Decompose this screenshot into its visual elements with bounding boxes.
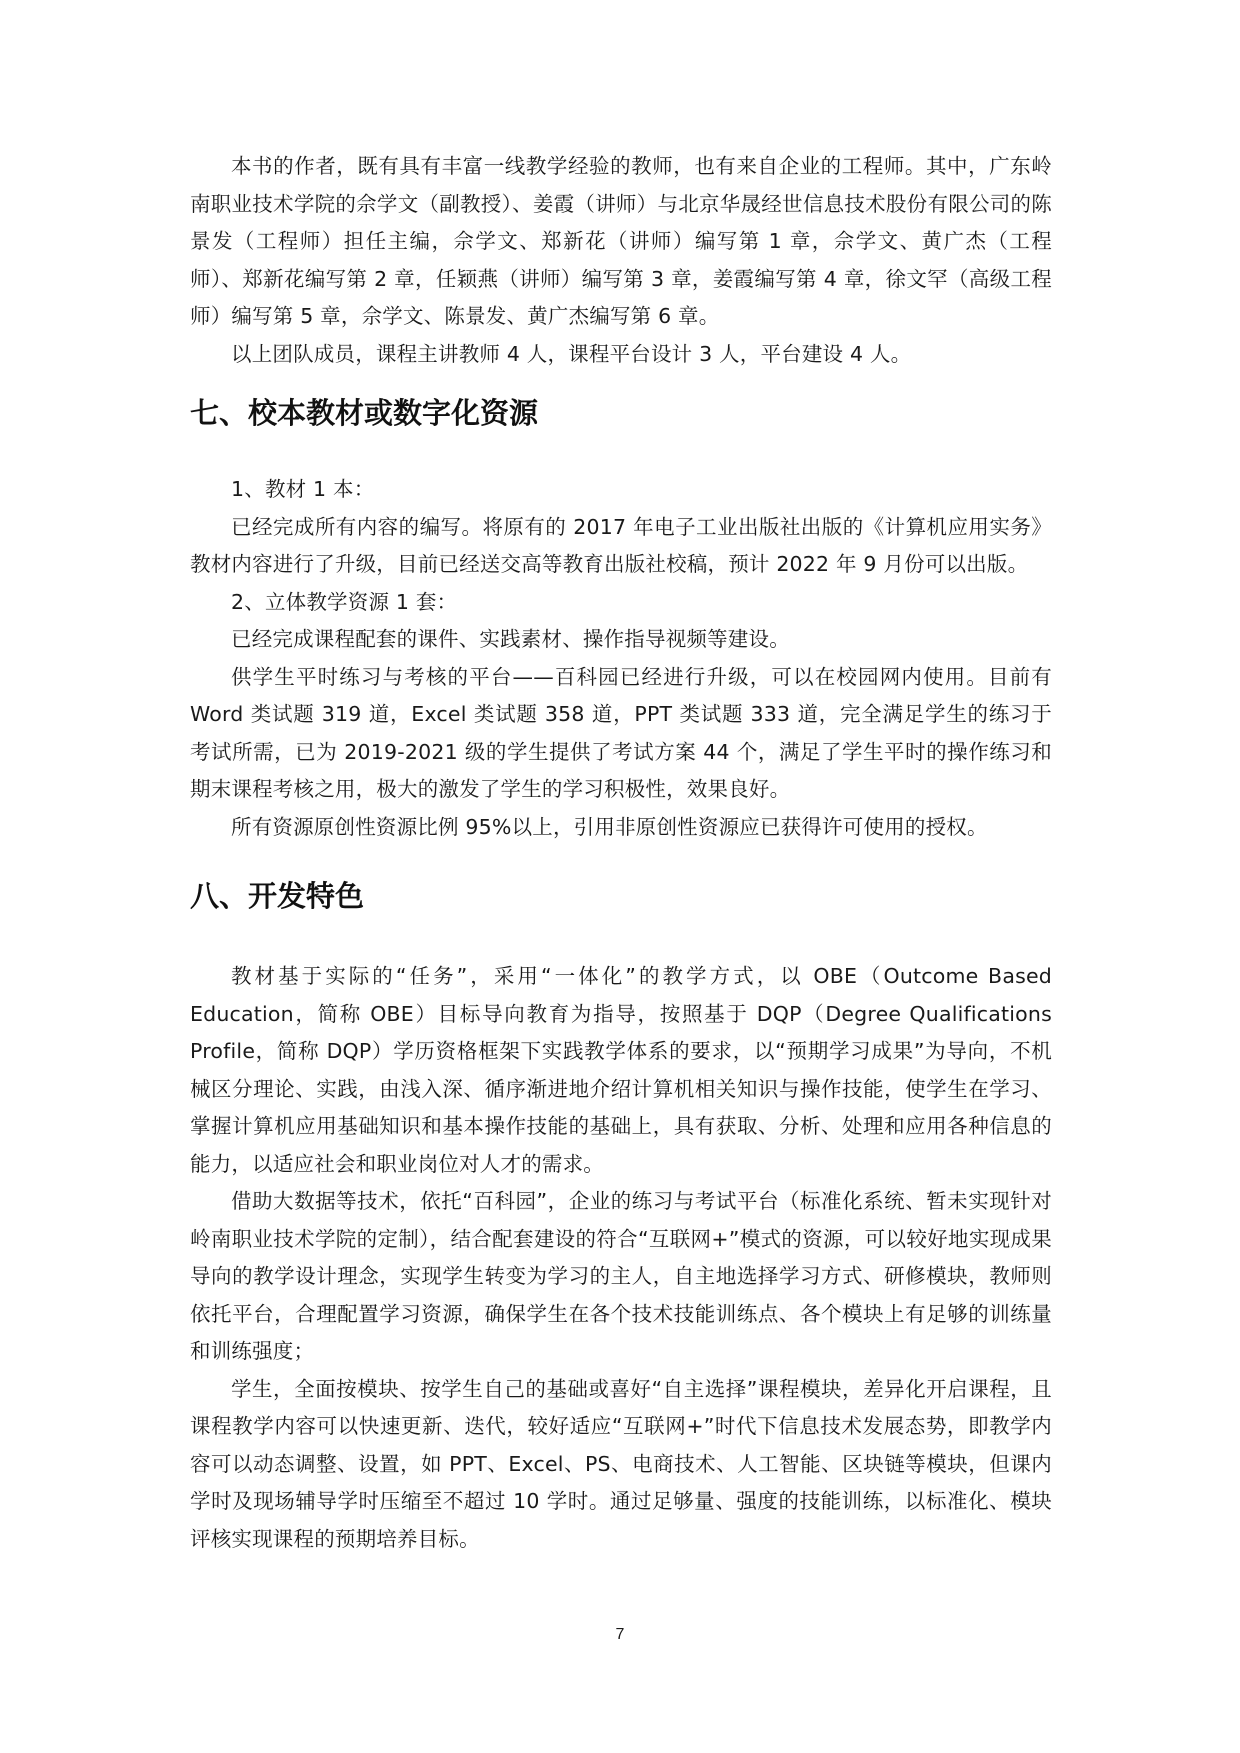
section-7-paragraph-textbook-status: 已经完成所有内容的编写。将原有的 2017 年电子工业出版社出版的《计算机应用实务》教材内容进行了升级，目前已经送交高等教育出版社校稿，预计 2022 年 9 月份可以出版。 [190,514,1052,576]
authors-paragraph-2: 以上团队成员，课程主讲教师 4 人，课程平台设计 3 人，平台建设 4 人。 [231,341,912,366]
section-8-paragraph-1: 教材基于实际的“任务”，采用“一体化”的教学方式，以 OBE（Outcome Based Education，简称 OBE）目标导向教育为指导，按照基于 DQP（Degree Qualifications Profile，简称 DQP）学历资格框架下实践教学体系的要求，以“预期学习成果”为导向，不机械区分理论、实践，由浅入深、循序渐进地介绍计算机相关知识与操作技能，使学生在学习、掌握计算机应用基础知识和基本操作技能的基础上，具有获取、分析、处理和应用各种信息的能力，以适应社会和职业岗位对人才的需求。 [190,964,1052,1176]
section-8-paragraph-2: 借助大数据等技术，依托“百科园”，企业的练习与考试平台（标准化系统、暂未实现针对岭南职业技术学院的定制），结合配套建设的符合“互联网+”模式的资源，可以较好地实现成果导向的教学设计理念，实现学生转变为学习的主人，自主地选择学习方式、研修模块，教师则依托平台，合理配置学习资源，确保学生在各个技术技能训练点、各个模块上有足够的训练量和训练强度； [190,1189,1052,1363]
authors-paragraph-1: 本书的作者，既有具有丰富一线教学经验的教师，也有来自企业的工程师。其中，广东岭南职业技术学院的佘学文（副教授）、姜霞（讲师）与北京华晟经世信息技术股份有限公司的陈景发（工程师）担任主编，佘学文、郑新花（讲师）编写第 1 章，佘学文、黄广杰（工程师）、郑新花编写第 2 章，任颖燕（讲师）编写第 3 章，姜霞编写第 4 章，徐文罕（高级工程师）编写第 5 章，佘学文、陈景发、黄广杰编写第 6 章。 [190,154,1052,328]
section-7-paragraph-platform: 供学生平时练习与考核的平台——百科园已经进行升级，可以在校园网内使用。目前有 Word 类试题 319 道，Excel 类试题 358 道，PPT 类试题 333 道，完全满足学生的练习于考试所需，已为 2019-2021 级的学生提供了考试方案 44 个，满足了学生平时的操作练习和期末课程考核之用，极大的激发了学生的学习积极性，效果良好。 [190,664,1052,801]
section-7-item-textbook: 1、教材 1 本： [231,477,375,501]
page-content [190,148,1052,1558]
section-7-heading: 七、校本教材或数字化资源 [190,396,539,430]
section-8-heading: 八、开发特色 [190,879,365,913]
section-7-paragraph-resources-status: 已经完成课程配套的课件、实践素材、操作指导视频等建设。 [231,627,790,651]
section-8-paragraph-3: 学生，全面按模块、按学生自己的基础或喜好“自主选择”课程模块，差异化开启课程，且课程教学内容可以快速更新、迭代，较好适应“互联网+”时代下信息技术发展态势，即教学内容可以动态调整、设置，如 PPT、Excel、PS、电商技术、人工智能、区块链等模块，但课内学时及现场辅导学时压缩至不超过 10 学时。通过足够量、强度的技能训练，以标准化、模块评核实现课程的预期培养目标。 [190,1376,1052,1551]
section-7-item-resources: 2、立体教学资源 1 套： [231,589,458,614]
section-7-paragraph-originality: 所有资源原创性资源比例 95%以上，引用非原创性资源应已获得许可使用的授权。 [231,814,988,839]
page-number: 7 [615,1626,625,1643]
